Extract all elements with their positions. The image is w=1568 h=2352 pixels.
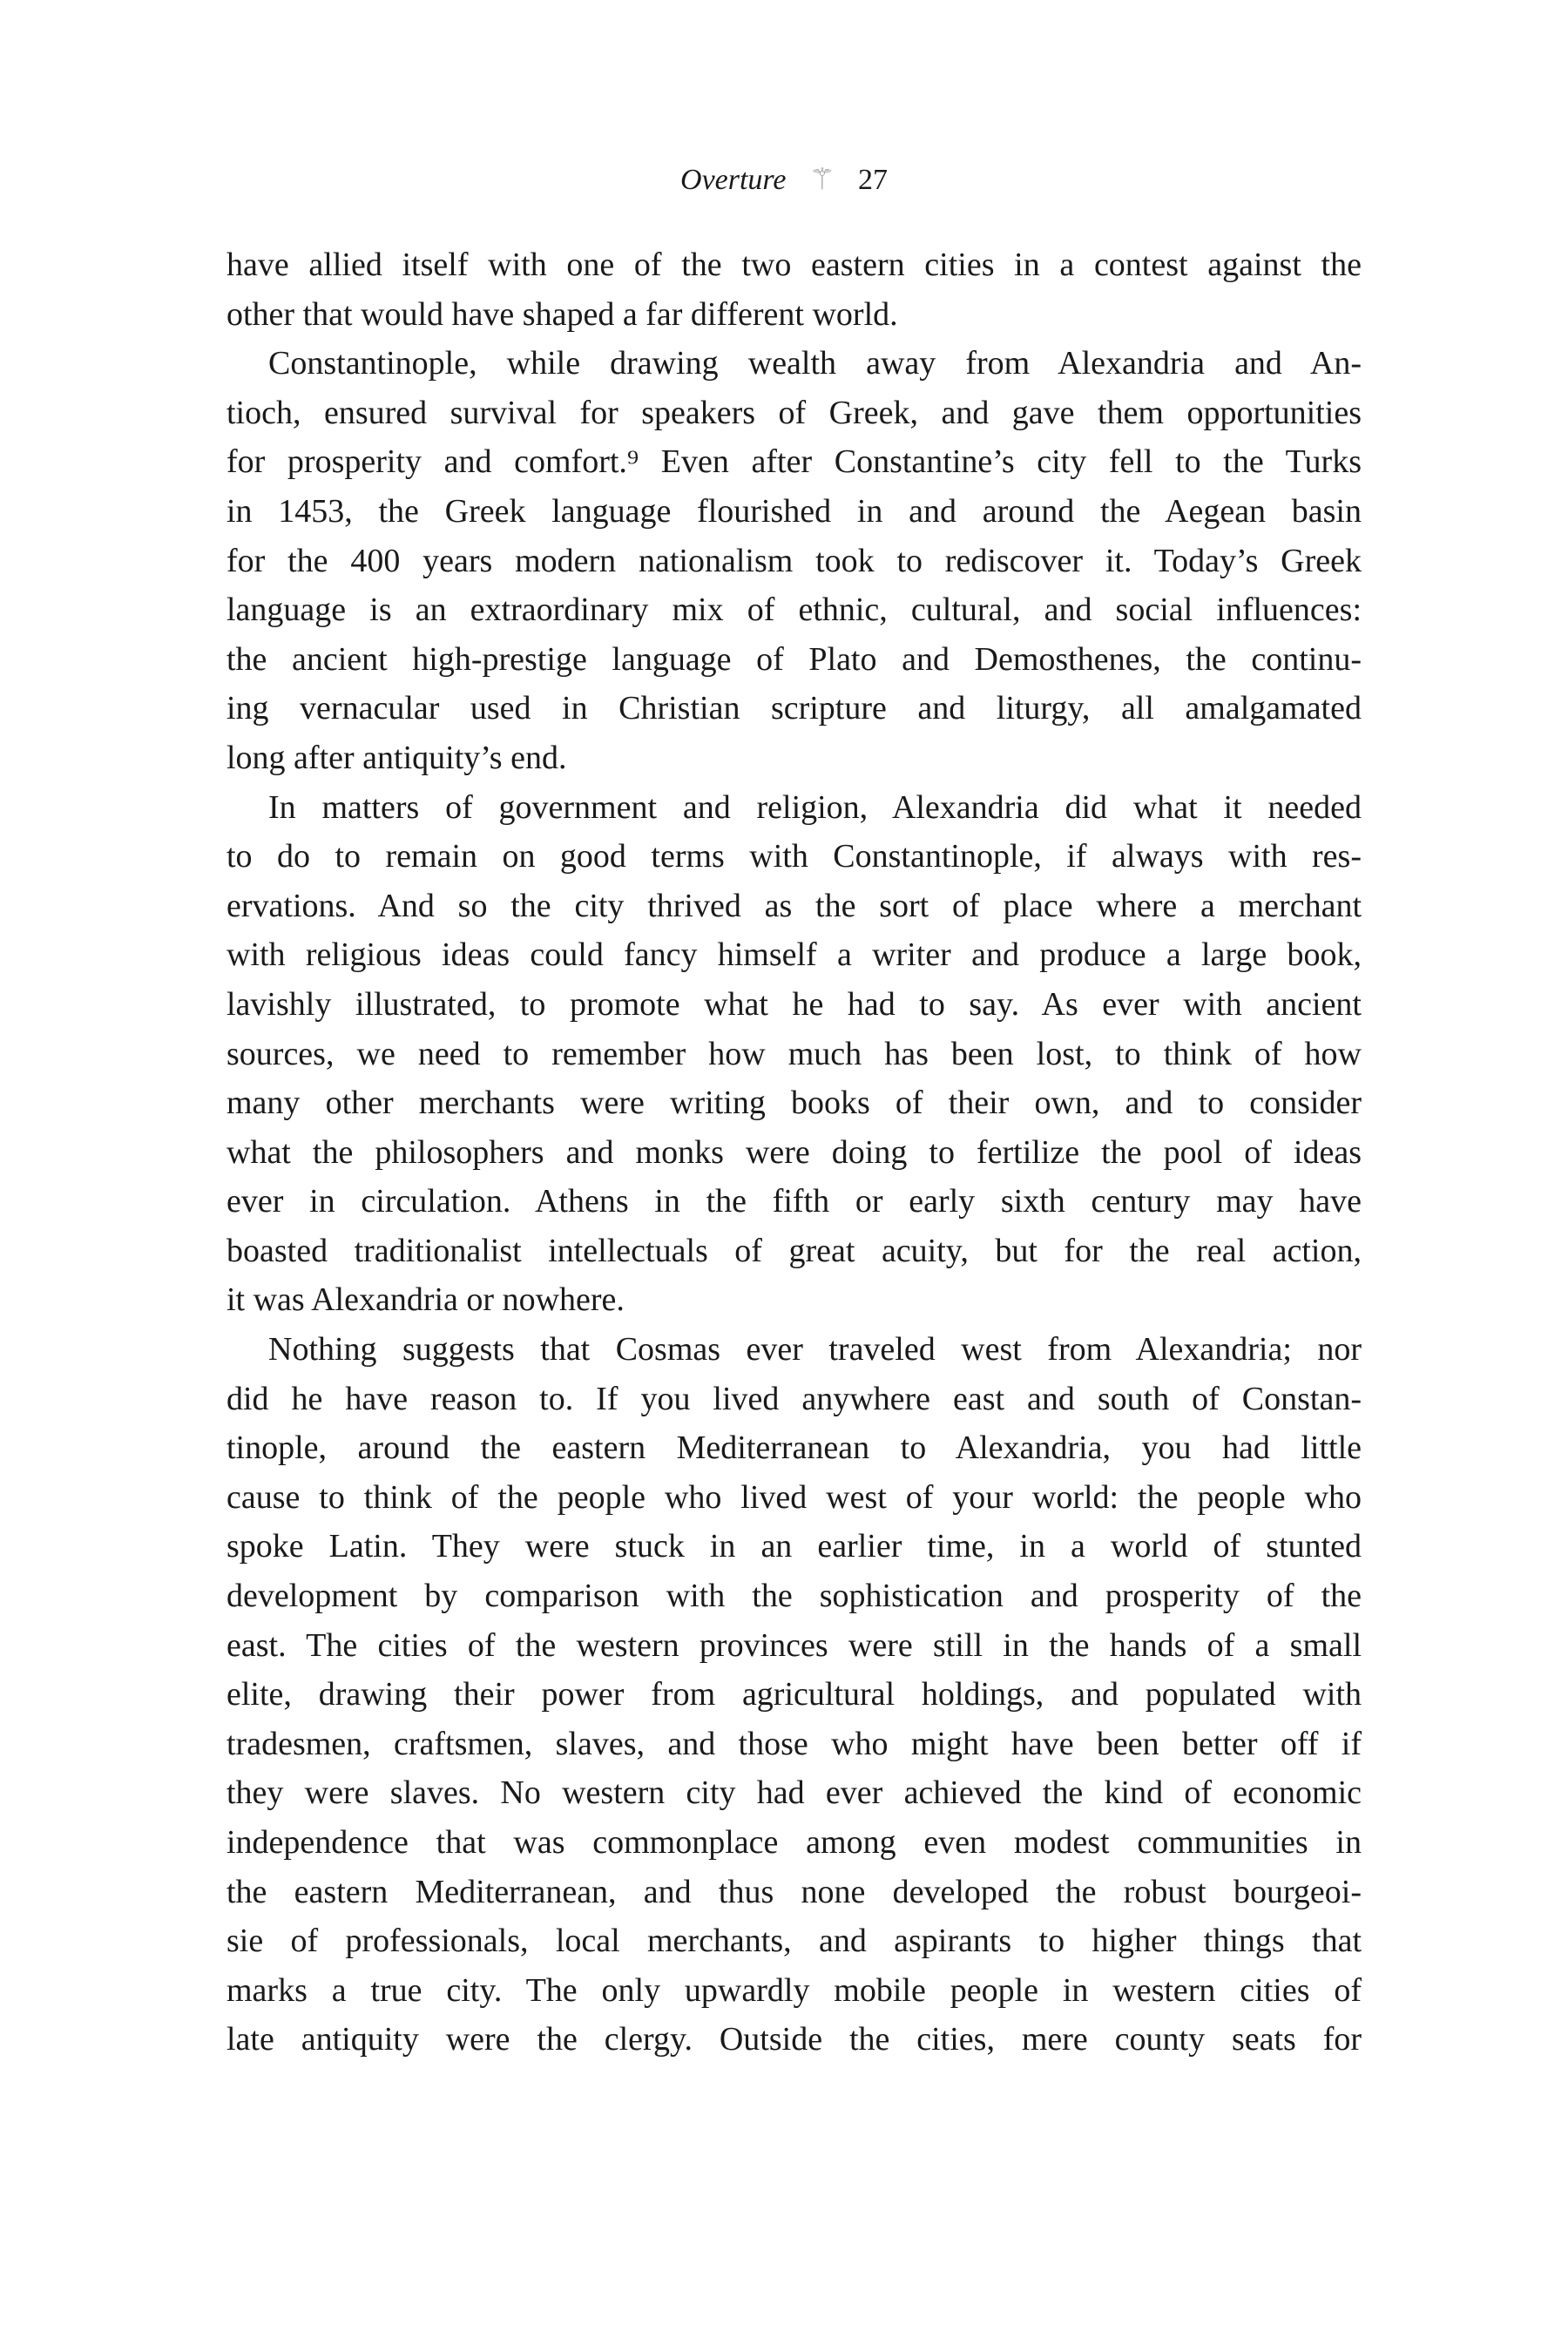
text-line: development by comparison with the sophistication and prosperity of the <box>226 1578 1362 1615</box>
text-line: Constantinople, while drawing wealth away from Alexandria and An- <box>268 345 1362 382</box>
text-line: late antiquity were the clergy. Outside the cities, mere county seats for <box>226 2021 1362 2058</box>
text-line: to do to remain on good terms with Constantinople, if always with res- <box>226 838 1362 875</box>
text-line: marks a true city. The only upwardly mobile people in western cities of <box>226 1971 1362 2009</box>
text-line: the eastern Mediterranean, and thus none developed the robust bourgeoi- <box>226 1873 1362 1910</box>
text-line: sie of professionals, local merchants, and aspirants to higher things that <box>226 1923 1362 1960</box>
text-line: it was Alexandria or nowhere. <box>226 1281 625 1319</box>
text-line: did he have reason to. If you lived anywhere east and south of Constan- <box>226 1380 1362 1417</box>
text-line: what the philosophers and monks were doing to fertilize the pool of ideas <box>226 1133 1362 1171</box>
body-text <box>226 240 1362 2065</box>
text-line: sources, we need to remember how much has been lost, to think of how <box>226 1035 1362 1072</box>
text-line: independence that was commonplace among even modest communities in <box>226 1824 1362 1861</box>
text-line: spoke Latin. They were stuck in an earlier time, in a world of stunted <box>226 1528 1362 1565</box>
text-line: boasted traditionalist intellectuals of great acuity, but for the real action, <box>226 1232 1362 1269</box>
text-line: ever in circulation. Athens in the fifth or early sixth century may have <box>226 1183 1362 1220</box>
text-line: Nothing suggests that Cosmas ever traveled west from Alexandria; nor <box>268 1331 1362 1369</box>
text-line: with religious ideas could fancy himself a writer and produce a large book, <box>226 936 1362 974</box>
text-line: have allied itself with one of the two eastern cities in a contest against the <box>226 247 1362 283</box>
text-line: language is an extraordinary mix of ethnic, cultural, and social influences: <box>226 591 1362 629</box>
text-line: tradesmen, craftsmen, slaves, and those who might have been better off if <box>226 1725 1362 1762</box>
running-title: Overture <box>680 164 787 196</box>
text-line: they were slaves. No western city had ever achieved the kind of economic <box>226 1774 1362 1812</box>
page-number: 27 <box>857 164 888 196</box>
text-line: ing vernacular used in Christian scripture and liturgy, all amalgamated <box>226 690 1362 727</box>
text-line: east. The cities of the western provinces were still in the hands of a small <box>226 1626 1362 1664</box>
text-line: ervations. And so the city thrived as the sort of place where a merchant <box>226 887 1362 924</box>
text-line: many other merchants were writing books of their own, and to consider <box>226 1085 1362 1122</box>
text-line: elite, drawing their power from agricultural holdings, and populated with <box>226 1676 1362 1713</box>
text-line: long after antiquity’s end. <box>226 739 567 776</box>
text-line: tioch, ensured survival for speakers of Greek, and gave them opportunities <box>226 394 1362 431</box>
running-header <box>0 162 1568 197</box>
text-line: the ancient high-prestige language of Plato and Demosthenes, the continu- <box>226 640 1362 678</box>
text-line: cause to think of the people who lived west of your world: the people who <box>226 1478 1362 1516</box>
text-line: other that would have shaped a far different world. <box>226 295 898 333</box>
text-line: tinople, around the eastern Mediterranean to Alexandria, you had little <box>226 1429 1362 1467</box>
ornament-icon: ⚚ <box>808 164 835 196</box>
text-line: for the 400 years modern nationalism took to rediscover it. Today’s Greek <box>226 542 1362 579</box>
text-line: lavishly illustrated, to promote what he had to say. As ever with ancient <box>226 985 1362 1023</box>
text-line: for prosperity and comfort.⁹ Even after Constantine’s city fell to the Turks <box>226 443 1362 481</box>
text-line: In matters of government and religion, Alexandria did what it needed <box>268 788 1362 826</box>
text-line: in 1453, the Greek language flourished in and around the Aegean basin <box>226 492 1362 530</box>
